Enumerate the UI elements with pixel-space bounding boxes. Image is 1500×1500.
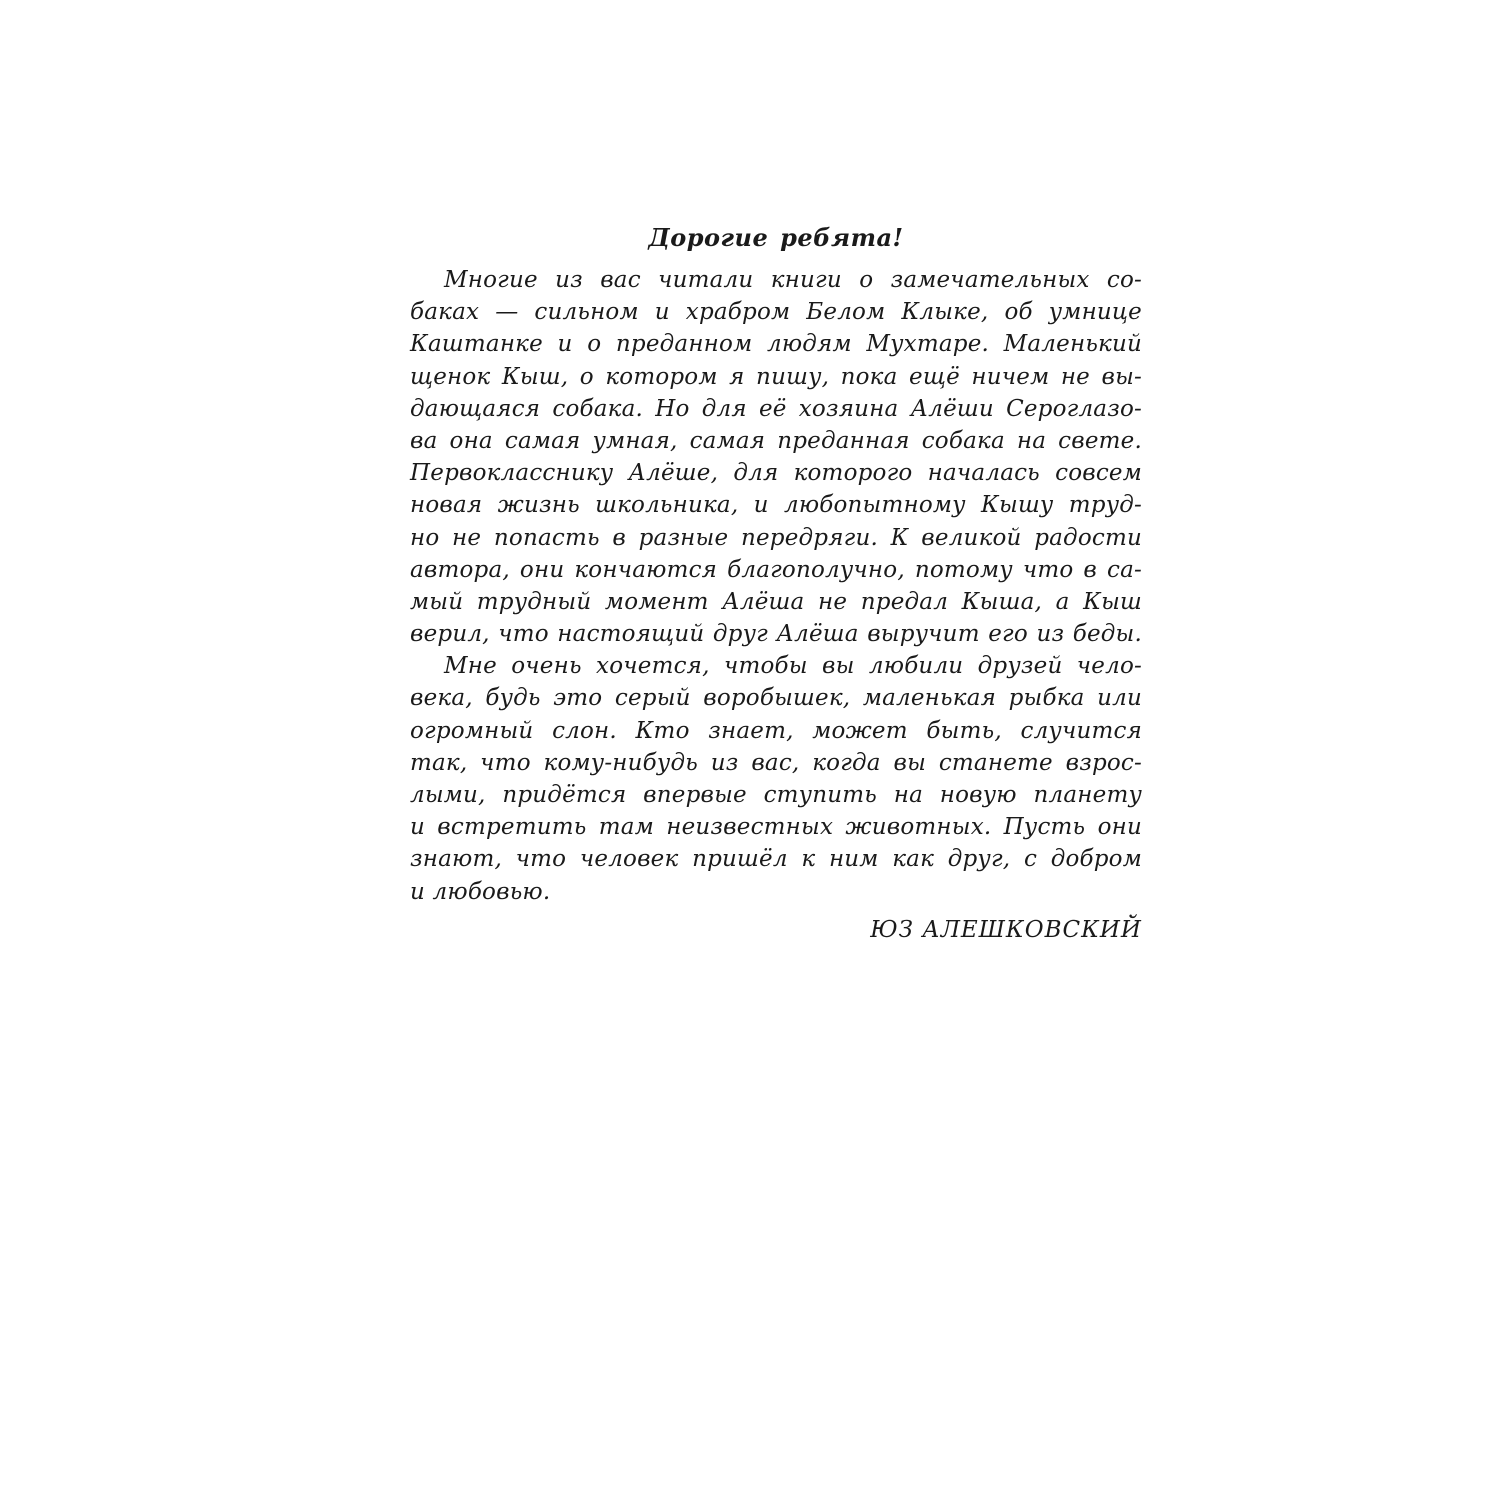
text-line: новая жизнь школьника, и любопытному Кышу труд- xyxy=(410,492,1142,519)
text-line: баках — сильном и храбром Белом Клыке, об умнице xyxy=(410,299,1142,326)
author-signature: ЮЗ АЛЕШКОВСКИЙ xyxy=(870,916,1142,943)
text-line: знают, что человек пришёл к ним как друг, с добром xyxy=(410,846,1142,873)
text-line: Мне очень хочется, чтобы вы любили друзей чело- xyxy=(444,653,1142,680)
text-line: Многие из вас читали книги о замечательных со- xyxy=(444,267,1142,293)
text-line: так, что кому-нибудь из вас, когда вы станете взрос- xyxy=(410,749,1142,776)
paragraph-1 xyxy=(410,264,1142,650)
text-line: ва она самая умная, самая преданная собака на свете. xyxy=(410,427,1142,454)
text-line: автора, они кончаются благополучно, потому что в са- xyxy=(410,556,1142,583)
text-line: огромный слон. Кто знает, может быть, случится xyxy=(410,717,1142,744)
text-line: Каштанке и о преданном людям Мухтаре. Маленький xyxy=(410,331,1142,358)
text-line: щенок Кыш, о котором я пишу, пока ещё ничем не вы- xyxy=(410,363,1142,390)
text-line: мый трудный момент Алёша не предал Кыша, а Кыш xyxy=(410,588,1142,615)
foreword-text-block xyxy=(410,222,1142,946)
text-line: но не попасть в разные передряги. К великой радости xyxy=(410,524,1142,551)
paragraph-2 xyxy=(410,650,1142,908)
text-line: верил, что настоящий друг Алёша выручит его из беды. xyxy=(410,621,1142,648)
text-line: дающаяся собака. Но для её хозяина Алёши Сероглазо- xyxy=(410,395,1142,422)
text-line: Первокласснику Алёше, для которого началась совсем xyxy=(410,460,1142,487)
page-heading: Дорогие ребята! xyxy=(648,223,904,252)
text-line: и встретить там неизвестных животных. Пусть они xyxy=(410,814,1142,841)
text-line: века, будь это серый воробышек, маленькая рыбка или xyxy=(410,685,1142,712)
text-line: и любовью. xyxy=(410,878,551,905)
text-line: лыми, придётся впервые ступить на новую планету xyxy=(410,782,1142,808)
